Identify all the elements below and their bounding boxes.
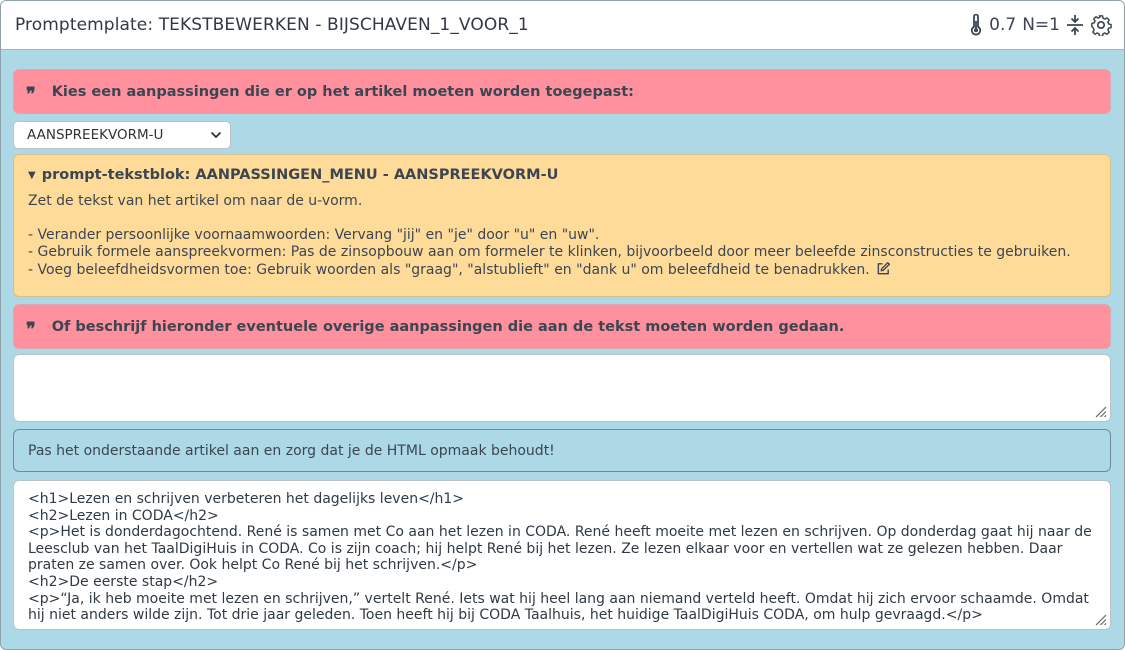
chevron-down-icon (210, 127, 222, 143)
instruction-keep-html (13, 429, 1111, 472)
article-line: <h2>De eerste stap</h2> (28, 573, 219, 590)
textblock-line: - Gebruik formele aanspreekvormen: Pas de zinsopbouw aan om formeler te klinken, bijvoorbeeld door meer beleefde zinsconstructies te gebruiken. (28, 244, 1071, 260)
textblock-line: - Voeg beleefdheidsvormen toe: Gebruik woorden als "graag", "alstublieft" en "dank u" om beleefdheid te benadrukken. (28, 262, 870, 278)
textblock-header[interactable] (28, 167, 1096, 183)
prompt-textblock (13, 154, 1111, 297)
textblock-line: - Verander persoonlijke voornaamwoorden: Vervang "jij" en "je" door "u" en "uw". (28, 227, 600, 243)
select-value: AANSPREEKVORM-U (27, 127, 164, 143)
adjustment-select[interactable] (13, 121, 231, 149)
textblock-line-last (28, 261, 1096, 281)
page-title: Promptemplate: TEKSTBEWERKEN - BIJSCHAVEN_1_VOOR_1 (15, 15, 529, 35)
resize-handle-icon[interactable] (1093, 404, 1107, 418)
textblock-title: prompt-tekstblok: AANPASSINGEN_MENU - AANSPREEKVORM-U (41, 167, 559, 183)
resize-handle-icon[interactable] (1093, 612, 1107, 626)
instruction-choose-adjustments (13, 69, 1111, 114)
article-line: <p>“Ja, ik heb moeite met lezen en schrijven,” vertelt René. Iets wat hij heel lang aan niemand verteld heeft. Omdat hij zich ervoor schaamde. Omdat (28, 590, 1089, 607)
instruction-text: Of beschrijf hieronder eventuele overige aanpassingen die aan de tekst moeten worden gedaan. (51, 318, 845, 335)
header-controls (969, 14, 1112, 36)
edit-icon[interactable] (876, 261, 891, 281)
gear-icon[interactable] (1090, 14, 1112, 36)
textblock-intro: Zet de tekst van het artikel om naar de u-vorm. (28, 193, 363, 209)
article-line: <h2>Lezen in CODA</h2> (28, 507, 219, 524)
quote-icon: ❞ (26, 318, 36, 340)
article-line: <h1>Lezen en schrijven verbeteren het dagelijks leven</h1> (28, 491, 465, 507)
n-count: N=1 (1022, 15, 1060, 35)
collapse-icon[interactable] (1066, 14, 1084, 36)
other-adjustments-textarea[interactable] (13, 354, 1111, 422)
article-line: <p>Het is donderdagochtend. René is samen met Co aan het lezen in CODA. René heeft moeite met lezen en schrijven. Op donderdag gaat hij naar de (28, 524, 1092, 541)
instruction-text: Kies een aanpassingen die er op het artikel moeten worden toegepast: (51, 83, 634, 100)
caret-down-icon[interactable]: ▼ (28, 169, 36, 181)
temperature-value: 0.7 (989, 15, 1017, 35)
header-bar (1, 1, 1124, 50)
content-area (13, 50, 1111, 649)
article-line: Leesclub van het TaalDigiHuis in CODA. Co is zijn coach; hij helpt René bij het lezen. Ze lezen elkaar voor en vertellen wat ze gelezen hebben. Daar (28, 540, 1063, 557)
article-line: praten ze samen over. Ook helpt Co René bij het schrijven.</p> (28, 557, 478, 574)
thermometer-icon[interactable] (969, 14, 983, 36)
article-line: hij niet anders wilde zijn. Tot drie jaar geleden. Toen heeft hij bij CODA Taalhuis, het huidige TaalDigiHuis CODA, om hulp gevraagd.</p> (28, 607, 983, 624)
instruction-text: Pas het onderstaande artikel aan en zorg dat je de HTML opmaak behoudt! (28, 442, 555, 459)
quote-icon: ❞ (26, 83, 36, 105)
instruction-other-adjustments (13, 304, 1111, 349)
article-textarea[interactable] (13, 480, 1111, 630)
